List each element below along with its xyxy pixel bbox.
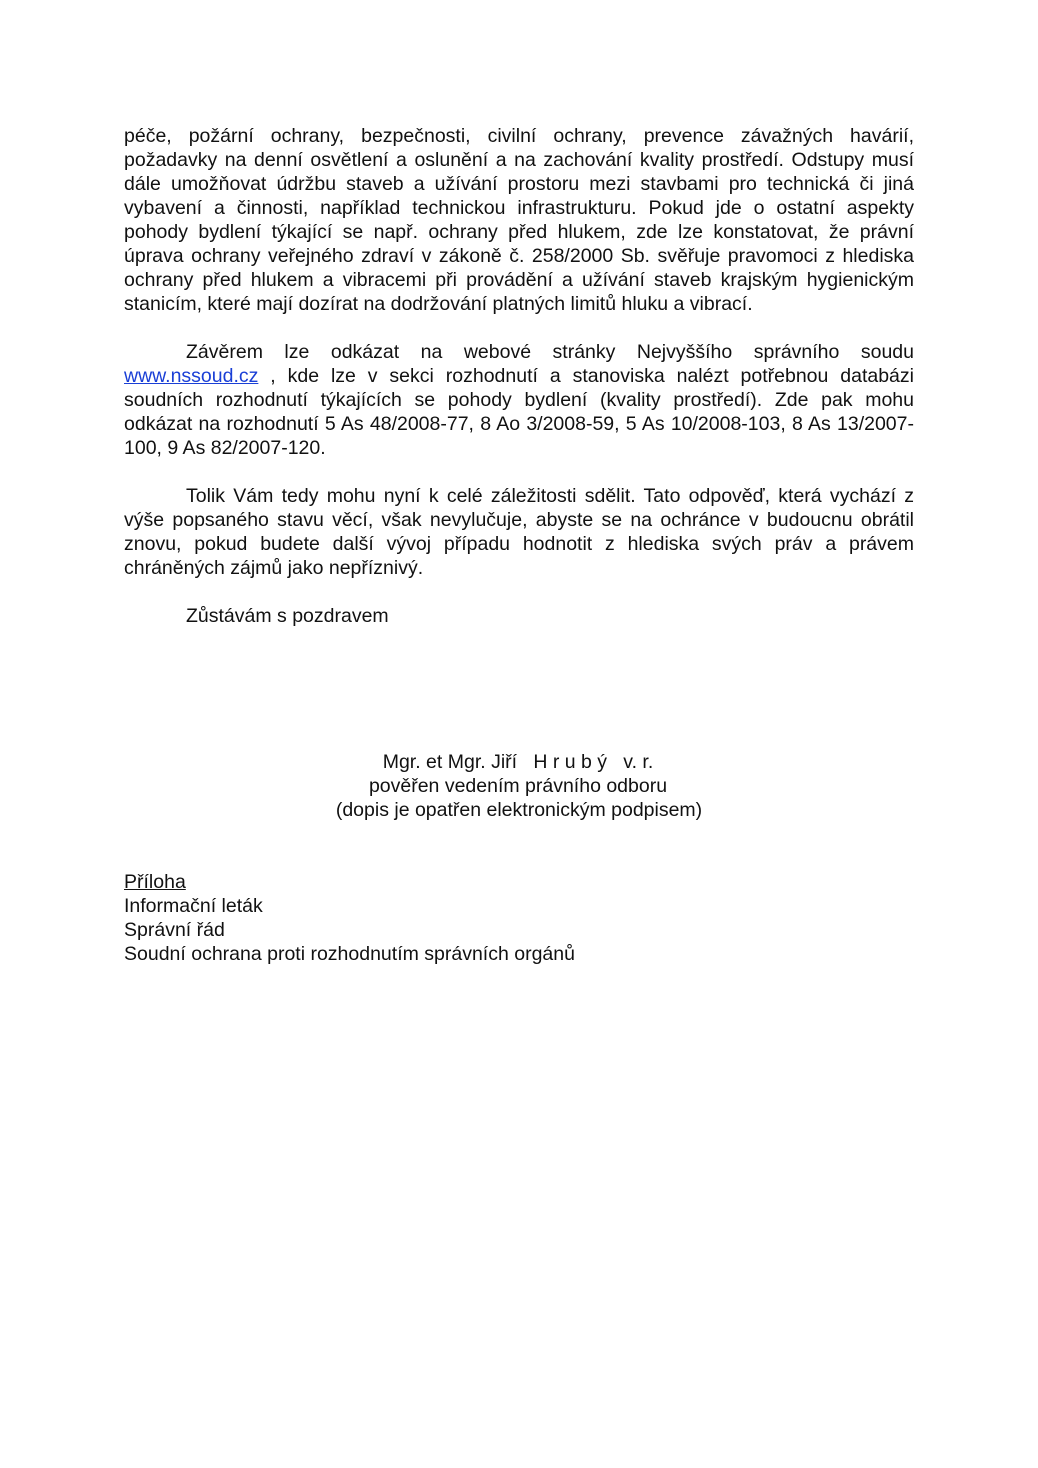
attachment-item: Soudní ochrana proti rozhodnutím správních orgánů — [124, 943, 575, 965]
signatory-name-prefix: Mgr. et Mgr. Jiří — [382, 751, 518, 773]
attachments-title: Příloha — [124, 871, 186, 893]
paragraph-court-text-start: Závěrem lze odkázat na webové stránky Nejvyššího správního soudu — [186, 341, 914, 363]
paragraph-conclusion: Tolik Vám tedy mohu nyní k celé záležitosti sdělit. Tato odpověď, která vychází z výše popsaného stavu věcí, však nevylučuje, abyste se na ochránce v budoucnu obrátil znovu, pokud budete další vývoj případu hodnotit z hlediska svých práv a právem chráněných zájmů jako nepříznivý. — [124, 485, 914, 579]
electronic-signature-note: (dopis je opatřen elektronickým podpisem) — [335, 799, 703, 821]
signatory-suffix: v. r. — [623, 751, 654, 773]
signatory-role: pověřen vedením právního odboru — [368, 775, 668, 797]
paragraph-gap — [124, 460, 914, 484]
paragraph-noise-protection: péče, požární ochrany, bezpečnosti, civilní ochrany, prevence závažných havárií, požadavky na denní osvětlení a oslunění a na zachování kvality prostředí. Odstupy musí dále umožňovat údržbu staveb a užívání prostoru mezi stavbami pro technická či jiná vybavení a činnosti, například technickou infrastrukturu. Pokud jde o ostatní aspekty pohody bydlení týkající se např. ochrany před hlukem, zde lze konstatovat, že právní úprava ochrany veřejného zdraví v zákoně č. 258/2000 Sb. svěřuje pravomoci z hlediska ochrany před hlukem a vibracemi při provádění a užívání staveb krajským hygienickým stanicím, které mají dozírat na dodržování platných limitů hluku a vibrací. — [124, 125, 914, 315]
signatory-surname: H r u b ý — [533, 751, 608, 773]
letter-body — [124, 124, 914, 628]
signature-block — [124, 750, 914, 822]
nssoud-link[interactable]: www.nssoud.cz — [124, 365, 259, 387]
attachments-section — [124, 870, 914, 966]
attachment-item: Správní řád — [124, 919, 225, 941]
closing-greeting: Zůstávám s pozdravem — [186, 605, 389, 627]
paragraph-gap — [124, 316, 914, 340]
signatory-name — [124, 750, 698, 774]
attachment-item: Informační leták — [124, 895, 263, 917]
paragraph-court-text-end: , kde lze v sekci rozhodnutí a stanoviska nalézt potřebnou databázi soudních rozhodnutí týkajících se pohody bydlení (kvality prostředí). Zde pak mohu odkázat na rozhodnutí 5 As 48/2008-77, 8 Ao 3/2008-59, 5 As 10/2008-103, 8 As 13/2007-100, 9 As 82/2007-120. — [124, 365, 914, 459]
paragraph-gap — [124, 580, 914, 604]
paragraph-court-reference — [124, 340, 914, 460]
